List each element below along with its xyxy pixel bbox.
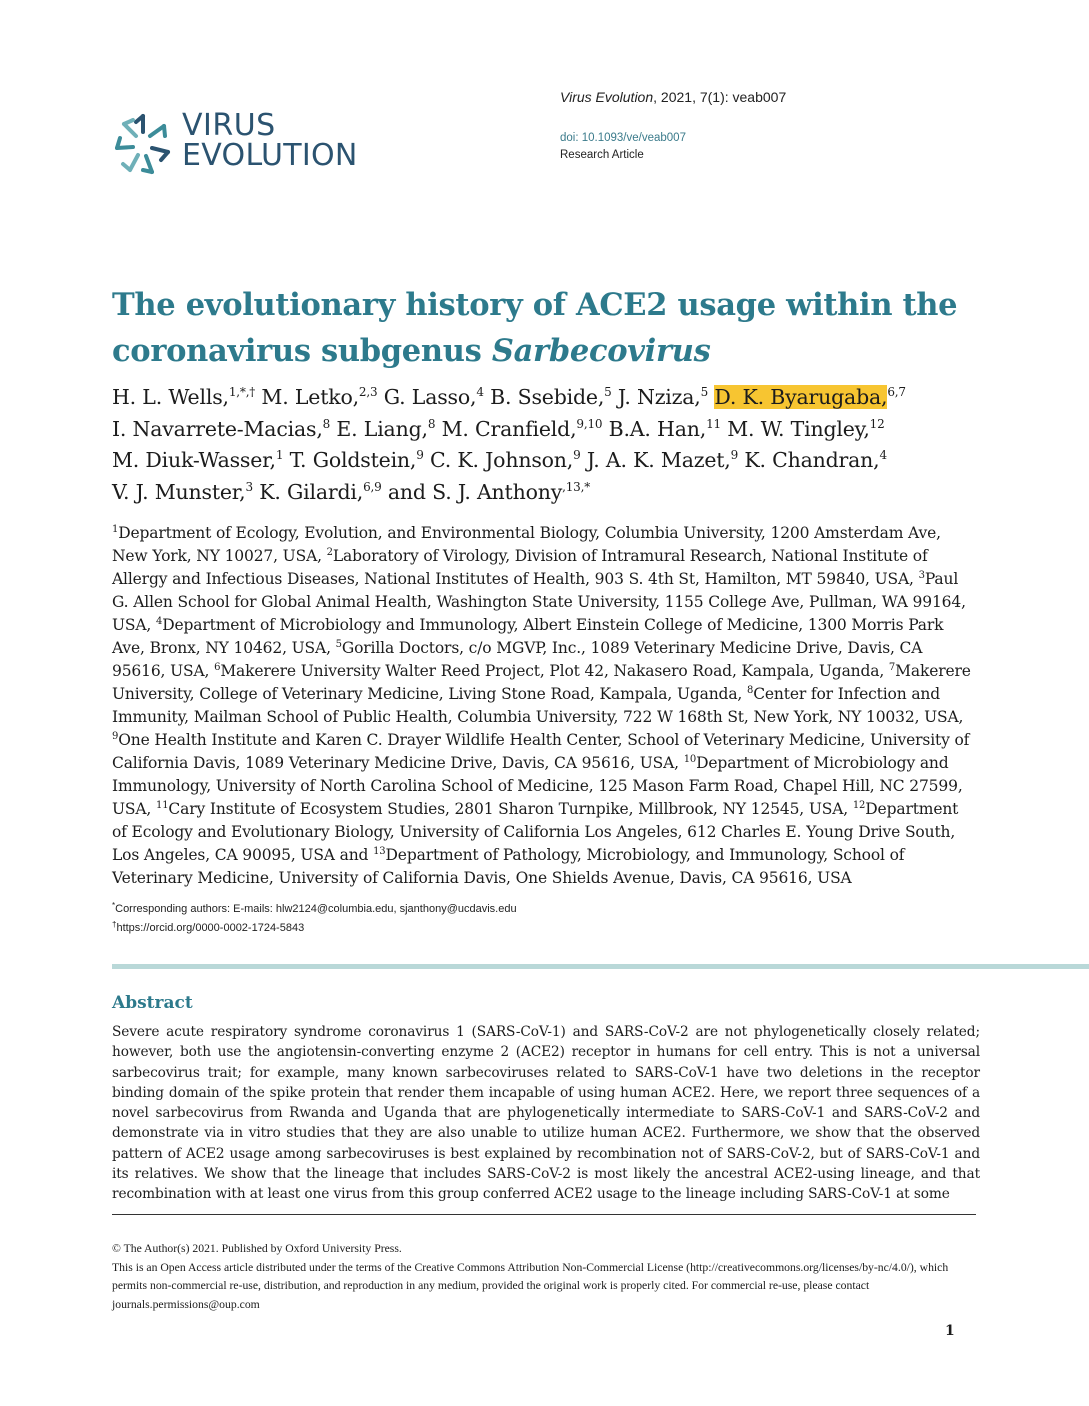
author-name: J. A. K. Mazet, (580, 448, 731, 472)
author-affil-mark: 1,*,† (228, 385, 256, 399)
affil-text: Department of Microbiology and Immunology, Albert Einstein College of Medicine, 1300 Morris Park Ave, Bronx, NY 10462, USA, (112, 616, 944, 657)
author-affil-mark: 4 (476, 385, 484, 399)
journal-name: Virus Evolution (560, 89, 654, 105)
section-divider (112, 964, 1089, 969)
author-name: H. L. Wells, (112, 385, 229, 409)
affil-text: Department of Pathology, Microbiology, and Immunology, School of Veterinary Medicine, University of California Davis, One Shields Avenue, Davis, CA 95616, USA (112, 846, 905, 887)
orcid-note (112, 922, 304, 934)
doi-link[interactable]: doi: 10.1093/ve/veab007 (560, 132, 686, 144)
orcid-mark: † (112, 920, 117, 929)
author-name: K. Chandran, (738, 448, 880, 472)
affil-number: 2 (326, 547, 333, 558)
affil-number: 7 (888, 662, 896, 673)
journal-logo (112, 108, 387, 180)
author-affil-mark: 5 (700, 385, 709, 399)
author-affil-mark: 12 (869, 416, 885, 431)
author-name: M. Diuk-Wasser, (112, 448, 276, 472)
title-italic-genus: Sarbecovirus (491, 333, 711, 369)
author-name: M. Letko, (255, 385, 359, 409)
author-affil-mark: 4 (879, 448, 887, 462)
license-text: This is an Open Access article distributed under the terms of the Creative Commons Attribution Non-Commercial License (http://creativecommons.org/licenses/by-nc/4.0/), which permits non-commercial re-use, distribution, and reproduction in any medium, provided the original work is properly cited. For commercial re-use, please contact journals.permissions@oup.com (112, 1260, 949, 1311)
affil-number: 10 (683, 754, 697, 765)
footer-divider (112, 1214, 976, 1215)
author-affil-mark: 6,7 (887, 385, 906, 399)
author-affil-mark: 9,10 (576, 416, 603, 431)
affil-number: 11 (155, 800, 169, 811)
affil-number: 13 (373, 846, 386, 857)
author-affil-mark: ,13,* (562, 479, 591, 494)
affil-text: Makerere University Walter Reed Project, Plot 42, Nakasero Road, Kampala, Uganda, (220, 662, 889, 680)
affil-text: Paul G. Allen School for Global Animal Health, Washington State University, 1155 College Ave, Pullman, WA 99164, USA, (112, 570, 966, 634)
affil-number: 5 (335, 639, 342, 650)
affil-text: Laboratory of Virology, Division of Intramural Research, National Institute of Allergy and Infectious Diseases, National Institutes of Health, 903 S. 4th St, Hamilton, MT 59840, USA, (112, 547, 928, 588)
author-name: J. Nziza, (611, 385, 701, 409)
affil-number: 3 (918, 570, 925, 581)
author-affil-mark: 5 (604, 385, 612, 399)
author-affil-mark: 11 (706, 416, 721, 431)
affil-text: Makerere University, College of Veterinary Medicine, Living Stone Road, Kampala, Uganda, (112, 662, 971, 703)
author-affil-mark: 9 (416, 448, 424, 462)
affil-text: Center for Infection and Immunity, Mailman School of Public Health, Columbia University, 722 W 168th St, New York, NY 10032, USA, (112, 685, 964, 726)
author-name: E. Liang, (330, 416, 428, 441)
author-name: T. Goldstein, (283, 448, 417, 472)
corresp-text: Corresponding authors: E-mails: hlw2124@columbia.edu, sjanthony@ucdavis.edu (115, 903, 517, 915)
page-number: 1 (945, 1323, 955, 1339)
affiliations (112, 522, 972, 890)
author-name: C. K. Johnson, (423, 448, 574, 472)
affil-number: 6 (214, 662, 221, 673)
author-name: V. J. Munster, (112, 479, 246, 504)
highlighted-author-name: D. K. Byarugaba, (714, 385, 888, 409)
author-name: G. Lasso, (377, 385, 477, 409)
author-affil-mark: 3 (245, 479, 253, 494)
author-list (112, 382, 992, 508)
affil-number: 1 (112, 524, 119, 535)
article-title (112, 282, 1012, 374)
author-name: M. Cranfield, (435, 416, 577, 441)
author-name: and S. J. Anthony (381, 479, 563, 504)
affil-text: Cary Institute of Ecosystem Studies, 2801 Sharon Turnpike, Millbrook, NY 12545, USA, (168, 800, 853, 818)
corresp-mark: * (112, 901, 116, 910)
author-affil-mark: 8 (322, 416, 331, 431)
author-affil-mark: 6,9 (363, 479, 382, 494)
corresponding-authors-note (112, 903, 517, 915)
affil-text: Department of Ecology and Evolutionary Biology, University of California Los Angeles, 612 Charles E. Young Drive South, Los Angeles, CA 90095, USA and (112, 800, 959, 864)
author-name: I. Navarrete-Macias, (112, 416, 323, 441)
license-notice (112, 1240, 982, 1314)
author-affil-mark: 1 (275, 448, 284, 462)
affil-number: 9 (112, 731, 119, 742)
affil-number: 8 (746, 685, 754, 696)
abstract-heading: Abstract (112, 993, 193, 1013)
author-affil-mark: 8 (427, 416, 436, 431)
author-name: M. W. Tingley, (720, 416, 870, 441)
title-line-1: The evolutionary history of ACE2 usage within the (112, 287, 958, 323)
affil-number: 12 (852, 800, 866, 811)
article-type: Research Article (560, 149, 644, 161)
affil-text: Department of Microbiology and Immunology, University of North Carolina School of Medicine, 125 Mason Farm Road, Chapel Hill, NC 27599, USA, (112, 754, 963, 818)
affil-text: Department of Ecology, Evolution, and Environmental Biology, Columbia University, 1200 Amsterdam Ave, New York, NY 10027, USA, (112, 524, 941, 565)
affil-text: Gorilla Doctors, c/o MGVP, Inc., 1089 Veterinary Medicine Drive, Davis, CA 95616, USA, (112, 639, 923, 680)
author-name: B.A. Han, (602, 416, 707, 441)
copyright-line: © The Author(s) 2021. Published by Oxford University Press. (112, 1242, 402, 1255)
author-affil-mark: 9 (573, 448, 581, 462)
affil-number: 4 (155, 616, 163, 627)
logo-text-virus: VIRUS (182, 108, 276, 143)
author-name: K. Gilardi, (252, 479, 364, 504)
affil-text: One Health Institute and Karen C. Drayer Wildlife Health Center, School of Veterinary Medicine, University of California Davis, 1089 Veterinary Medicine Drive, Davis, CA 95616, USA, (112, 731, 970, 772)
logo-text-evolution: EVOLUTION (182, 138, 358, 173)
orcid-link[interactable]: https://orcid.org/0000-0002-1724-5843 (116, 922, 305, 934)
author-name: B. Ssebide, (483, 385, 605, 409)
virus-evolution-star-logo-icon (112, 110, 174, 178)
author-affil-mark: 2,3 (358, 385, 378, 399)
journal-citation (560, 89, 786, 105)
abstract-body: Severe acute respiratory syndrome coronavirus 1 (SARS-CoV-1) and SARS-CoV-2 are not phylogenetically closely related; however, both use the angiotensin-converting enzyme 2 (ACE2) receptor in humans for cell entry. This is not a universal sarbecovirus trait; for example, many known sarbecoviruses related to SARS-CoV-1 have two deletions in the receptor binding domain of the spike protein that render them incapable of using human ACE2. Here, we report three sequences of a novel sarbecovirus from Rwanda and Uganda that are phylogenetically intermediate to SARS-CoV-1 and SARS-CoV-2 and demonstrate via in vitro studies that they are also unable to utilize human ACE2. Furthermore, we show that the observed pattern of ACE2 usage among sarbecoviruses is best explained by recombination not of SARS-CoV-2, but of SARS-CoV-1 and its relatives. We show that the lineage that includes SARS-CoV-2 is most likely the ancestral ACE2-using lineage, and that recombination with at least one virus from this group conferred ACE2 usage to the lineage including SARS-CoV-1 at some (112, 1024, 980, 1203)
author-affil-mark: 9 (730, 448, 739, 462)
title-line-2: coronavirus subgenus (112, 333, 492, 369)
citation-details: , 2021, 7(1): veab007 (653, 89, 787, 105)
